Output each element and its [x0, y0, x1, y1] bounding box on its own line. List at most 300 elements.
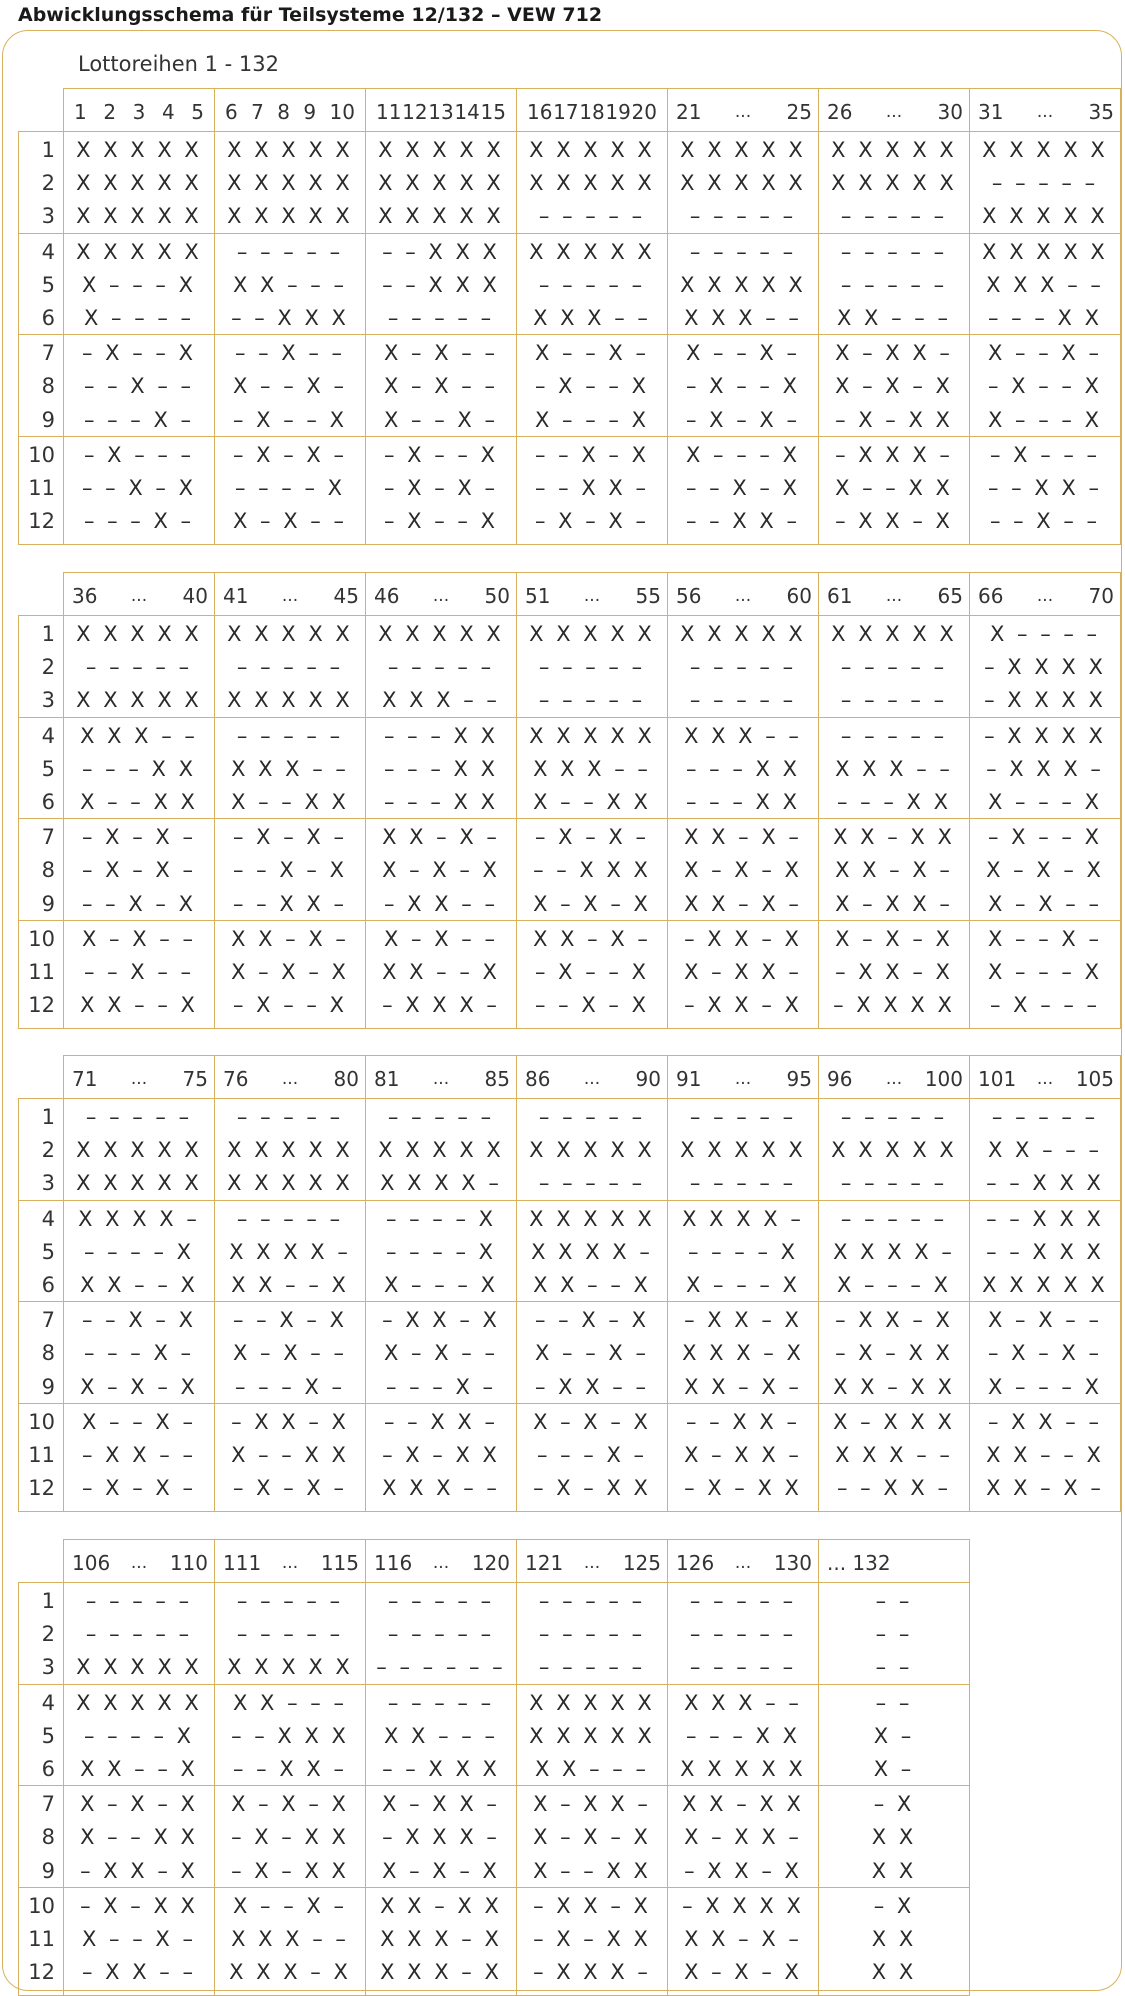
row-cell: – X – – –: [989, 442, 1101, 467]
header-ellipsis: ...: [734, 102, 752, 122]
column-header: [214, 1055, 366, 1099]
row-cell: – – – X –: [234, 1374, 346, 1399]
row-cell: X – X X –: [533, 1792, 651, 1817]
column-header: [63, 88, 215, 132]
header-number: 20: [631, 100, 657, 124]
row-cell: – – – – –: [840, 688, 948, 713]
header-range-start: 86: [525, 1067, 551, 1091]
row-cell: X X X X X: [76, 1171, 202, 1196]
row-cell: X – X – X: [684, 1960, 802, 1985]
column-header: [667, 88, 819, 132]
row-cell: – –: [875, 1690, 913, 1715]
row-cell: – – – X –: [536, 1443, 648, 1467]
data-column: [818, 1098, 970, 1512]
row-cell: – – X X –: [535, 476, 649, 500]
row-cell: – – – – –: [689, 1105, 797, 1129]
row-cell: X X – X –: [986, 1476, 1104, 1501]
row-number: 9: [41, 1374, 55, 1399]
row-cell: – X X – X: [231, 1409, 349, 1434]
header-range-start: 121: [525, 1551, 564, 1575]
column-header: [63, 1055, 215, 1099]
row-cell: X – – X X: [533, 1858, 651, 1883]
row-cell: X – X – –: [233, 1341, 347, 1366]
row-cell: – – – – –: [689, 204, 797, 229]
row-cell: – X X X –: [382, 1825, 500, 1850]
header-range-end: 115: [320, 1551, 359, 1575]
row-cell: X X X X X: [680, 1757, 806, 1781]
row-cell: – X – – –: [989, 993, 1101, 1018]
row-cell: X X X – X: [380, 1960, 502, 1985]
row-cell: X – – X –: [686, 341, 800, 366]
row-cell: – – – – –: [840, 1171, 948, 1196]
row-number: 5: [41, 272, 55, 297]
row-cell: X – X – –: [384, 341, 498, 366]
row-cell: – –: [875, 1655, 913, 1680]
row-group-separator: [18, 818, 1121, 819]
row-cell: – – – X –: [83, 509, 195, 534]
row-cell: X X – X X: [380, 1893, 502, 1918]
row-cell: X – – – X: [686, 1273, 800, 1297]
column-header: [818, 1055, 970, 1099]
row-cell: X X X X X: [529, 1206, 655, 1231]
header-ellipsis: ...: [130, 586, 148, 606]
header-range-end: 25: [786, 100, 812, 124]
header-range-start: 56: [676, 584, 702, 608]
row-cell: X – X – X: [382, 858, 500, 883]
header-number: 10: [329, 100, 355, 124]
row-number: 12: [28, 993, 55, 1018]
row-cell: X X X X X: [227, 204, 353, 229]
data-column: [63, 1098, 215, 1512]
row-cell: X – – – X: [384, 1273, 498, 1297]
row-cell: – – X – X: [535, 993, 649, 1018]
header-range-end: 55: [635, 584, 661, 608]
row-cell: X – X – –: [384, 1341, 498, 1366]
header-ellipsis: ...: [281, 1553, 299, 1573]
row-cell: X – – X –: [988, 926, 1102, 951]
row-cell: X – – X –: [233, 374, 347, 399]
row-cell: – – X X –: [988, 476, 1102, 500]
row-cell: – – – X –: [83, 407, 195, 432]
row-number: 11: [28, 1443, 55, 1467]
row-cell: X – X X X: [833, 1409, 955, 1434]
row-cell: – – – – –: [689, 1589, 797, 1613]
row-cell: – X X X –: [986, 756, 1104, 781]
row-cell: – – – – –: [387, 306, 495, 330]
data-column: [63, 131, 215, 545]
header-range-start: 81: [374, 1067, 400, 1091]
row-cell: X X X X X: [76, 1655, 202, 1680]
row-cell: – X: [873, 1893, 915, 1918]
row-cell: – – – – – –: [376, 1655, 506, 1680]
row-number: 9: [41, 407, 55, 432]
row-cell: X X X X X: [76, 138, 202, 162]
row-number: 3: [41, 204, 55, 229]
row-number: 2: [41, 171, 55, 196]
row-cell: X X X – X: [682, 1341, 804, 1366]
row-cell: X X X X X: [378, 138, 504, 162]
row-cell: – X X X –: [382, 993, 500, 1018]
header-range-start: 76: [223, 1067, 249, 1091]
header-ellipsis: ...: [583, 586, 601, 606]
header-range-start: 126: [676, 1551, 715, 1575]
header-range-start: 61: [827, 584, 853, 608]
row-cell: – – – – –: [538, 1105, 646, 1129]
row-cell: – – X X –: [233, 1757, 347, 1781]
row-cell: X – – – X: [837, 1273, 951, 1297]
row-cell: X X – X –: [835, 858, 953, 883]
row-cell: X – – – X: [686, 442, 800, 467]
header-range-start: 31: [978, 100, 1004, 124]
header-numbers: [74, 100, 204, 124]
row-number: 4: [41, 1206, 55, 1231]
row-cell: – – – – –: [840, 723, 948, 748]
row-cell: X – X – –: [233, 509, 347, 534]
row-cell: – – X X X: [382, 272, 500, 297]
row-cell: X X X X X: [982, 138, 1108, 162]
row-cell: – – – – –: [538, 688, 646, 713]
row-cell: – – – – –: [387, 1690, 495, 1715]
row-cell: X X X – –: [382, 1476, 500, 1501]
row-cell: X – – X –: [384, 407, 498, 432]
header-range-start: 51: [525, 584, 551, 608]
row-cell: X X – X –: [231, 926, 349, 951]
header-ellipsis: ...: [734, 1553, 752, 1573]
row-cell: – X – X X: [684, 1476, 802, 1501]
row-cell: – X – – X: [988, 825, 1102, 850]
row-cell: X – – X X: [80, 790, 198, 814]
row-cell: – X – X –: [686, 407, 800, 432]
row-cell: X X X X X: [529, 239, 655, 264]
row-cell: X X: [871, 1960, 917, 1985]
row-number-column: [18, 131, 64, 545]
row-cell: X – X – X: [231, 1792, 349, 1817]
column-header: [818, 572, 970, 616]
row-number-column: [18, 1582, 64, 1996]
row-cell: – – – – –: [85, 1622, 193, 1647]
row-cell: – X – – –: [83, 442, 195, 467]
row-cell: X – X – X: [684, 858, 802, 883]
row-number: 1: [41, 622, 55, 646]
column-header: [516, 572, 668, 616]
row-cell: X X – – –: [837, 306, 951, 330]
row-cell: – – – – –: [840, 1105, 948, 1129]
row-cell: – – – – –: [840, 272, 948, 297]
row-cell: X X X X X: [982, 239, 1108, 264]
row-cell: X – – – X: [82, 272, 196, 297]
row-group-separator: [18, 920, 1121, 921]
header-numbers: [376, 100, 506, 124]
row-cell: – – X X –: [233, 891, 347, 916]
row-cell: – X – – X: [233, 407, 347, 432]
row-cell: X – X – X: [533, 1409, 651, 1434]
row-cell: – X – X –: [82, 1476, 196, 1501]
row-number: 3: [41, 1655, 55, 1680]
row-cell: – – – – –: [538, 655, 646, 680]
row-cell: X X X X –: [380, 1171, 502, 1196]
row-cell: – X X – X: [684, 926, 802, 951]
row-cell: – X – X –: [233, 442, 347, 467]
row-cell: X – – X –: [82, 1927, 196, 1951]
data-column: [214, 131, 366, 545]
row-cell: X – – – X: [988, 407, 1102, 432]
row-cell: X X X X X: [529, 171, 655, 196]
header-range-end: 35: [1088, 100, 1114, 124]
row-cell: X X X – –: [684, 306, 802, 330]
row-cell: – – X – X: [233, 858, 347, 883]
column-header: [63, 572, 215, 616]
row-cell: X X – X X: [833, 1374, 955, 1399]
row-cell: X X X X X: [529, 138, 655, 162]
header-range-start: 111: [223, 1551, 262, 1575]
data-column: [667, 615, 819, 1029]
header-number: 14: [454, 100, 480, 124]
row-cell: – – – – –: [689, 239, 797, 264]
row-cell: – X X – –: [82, 1443, 196, 1467]
header-number: 3: [132, 100, 146, 124]
row-cell: – – – – –: [236, 723, 344, 748]
row-group-separator: [18, 1684, 970, 1685]
header-range-start: 71: [72, 1067, 98, 1091]
row-cell: X – – – –: [989, 622, 1101, 646]
row-cell: – – – – –: [236, 239, 344, 264]
row-cell: – X – X X: [835, 1341, 953, 1366]
header-range-end: 50: [484, 584, 510, 608]
row-cell: X – – X –: [988, 341, 1102, 366]
row-cell: X X X – –: [986, 272, 1104, 297]
row-cell: – – – – –: [538, 1589, 646, 1613]
row-cell: X X – X X: [833, 825, 955, 850]
header-number: 19: [605, 100, 631, 124]
row-cell: X X X X X: [680, 138, 806, 162]
data-column: [969, 131, 1121, 545]
data-column: [365, 615, 517, 1029]
row-cell: – X – X –: [384, 476, 498, 500]
row-cell: X – X – –: [384, 374, 498, 399]
column-header: [516, 1055, 668, 1099]
column-header: [516, 1539, 668, 1583]
data-column: [214, 1098, 366, 1512]
row-cell: – – – – –: [689, 1171, 797, 1196]
row-cell: X X – – X: [986, 1443, 1104, 1467]
row-cell: – – – – –: [689, 1622, 797, 1647]
row-cell: – – – – –: [689, 688, 797, 713]
row-cell: X X – X –: [533, 926, 651, 951]
row-cell: – X X – –: [384, 891, 498, 916]
column-header: [667, 572, 819, 616]
header-range-end: 125: [622, 1551, 661, 1575]
row-cell: – – – – –: [236, 1622, 344, 1647]
row-cell: – – – – –: [387, 1622, 495, 1647]
row-cell: – X – X X: [533, 1476, 651, 1501]
header-range: ... 132: [827, 1551, 891, 1575]
column-header: [365, 572, 517, 616]
header-number: 2: [103, 100, 117, 124]
row-cell: – X – X X: [835, 407, 953, 432]
row-cell: X –: [873, 1723, 915, 1748]
row-cell: – X X – X: [533, 1893, 651, 1918]
table-subtitle: Lottoreihen 1 - 132: [78, 52, 280, 76]
row-cell: – X X X X: [682, 1893, 804, 1918]
header-range-end: 130: [773, 1551, 812, 1575]
header-range-start: 106: [72, 1551, 111, 1575]
row-number: 12: [28, 509, 55, 534]
row-cell: X X X X X: [378, 171, 504, 196]
row-cell: X – X – X: [986, 858, 1104, 883]
header-range-start: 26: [827, 100, 853, 124]
data-column: [516, 615, 668, 1029]
row-cell: X X X X X: [76, 1138, 202, 1163]
row-cell: X X – – –: [988, 1138, 1102, 1163]
header-range-start: 116: [374, 1551, 413, 1575]
row-cell: X – X – X: [533, 891, 651, 916]
row-cell: X X X X X: [227, 171, 353, 196]
row-cell: X X X X X: [76, 204, 202, 229]
row-group-separator: [18, 436, 1121, 437]
data-column: [214, 615, 366, 1029]
header-ellipsis: ...: [583, 1069, 601, 1089]
row-cell: X X: [871, 1927, 917, 1951]
row-cell: – X – X –: [535, 825, 649, 850]
row-cell: X X X – –: [231, 756, 349, 781]
row-cell: – – – – –: [236, 655, 344, 680]
row-number: 7: [41, 825, 55, 850]
header-range-start: 96: [827, 1067, 853, 1091]
data-column: [818, 131, 970, 545]
header-ellipsis: ...: [1036, 1069, 1054, 1089]
row-cell: – X X X X: [984, 723, 1106, 748]
row-cell: – – X – –: [234, 341, 346, 366]
row-cell: – X – X X: [80, 1893, 198, 1918]
row-cell: X – X – X: [80, 1792, 198, 1817]
row-cell: X – X – X: [835, 926, 953, 951]
row-cell: – – – X X: [82, 756, 196, 781]
row-cell: – X – X –: [535, 509, 649, 534]
header-number: 6: [225, 100, 238, 124]
row-cell: X – X – X: [80, 1374, 198, 1399]
header-ellipsis: ...: [734, 1069, 752, 1089]
row-cell: X X – – X: [80, 1273, 198, 1297]
row-cell: X X – – X: [80, 1757, 198, 1781]
row-cell: X X X – –: [382, 688, 500, 713]
row-cell: X X X – –: [80, 723, 198, 748]
header-ellipsis: ...: [1036, 102, 1054, 122]
data-column: [969, 615, 1121, 1029]
row-cell: X X X – X: [229, 1960, 351, 1985]
row-cell: – – – X X: [837, 790, 951, 814]
row-group-separator: [18, 717, 1121, 718]
row-cell: – – – – –: [689, 1655, 797, 1680]
row-cell: – – X X –: [837, 1476, 951, 1501]
header-range-end: 60: [786, 584, 812, 608]
row-cell: X – X X –: [684, 960, 802, 984]
data-column: [818, 615, 970, 1029]
header-range-end: 65: [937, 584, 963, 608]
row-cell: – X X – X: [382, 1308, 500, 1333]
row-cell: – – X X –: [686, 509, 800, 534]
row-cell: X X X X X: [76, 171, 202, 196]
row-number: 11: [28, 960, 55, 984]
row-cell: X X X – –: [533, 306, 651, 330]
header-ellipsis: ...: [1036, 586, 1054, 606]
row-cell: – X X X X: [984, 688, 1106, 713]
row-cell: X – X – –: [988, 1308, 1102, 1333]
row-cell: – – X X X: [986, 1206, 1104, 1231]
row-cell: – – – X X: [988, 306, 1102, 330]
row-cell: – – – – –: [85, 1589, 193, 1613]
row-group-separator: [18, 1887, 970, 1888]
row-number: 10: [28, 442, 55, 467]
row-cell: – X X X –: [835, 442, 953, 467]
row-cell: – – X – –: [83, 960, 195, 984]
column-header: [214, 572, 366, 616]
row-cell: – X X – X: [835, 960, 953, 984]
row-number: 6: [41, 1273, 55, 1297]
header-number: 5: [191, 100, 204, 124]
row-cell: X X X X X: [76, 622, 202, 646]
row-cell: – – – – –: [387, 655, 495, 680]
row-cell: X – – X –: [233, 1893, 347, 1918]
table-block: [18, 88, 1121, 545]
row-cell: – – – – –: [840, 239, 948, 264]
row-cell: X X X X –: [833, 1239, 955, 1264]
row-number: 8: [41, 1825, 55, 1850]
header-ellipsis: ...: [432, 586, 450, 606]
header-range-end: 40: [182, 584, 208, 608]
header-range-end: 95: [786, 1067, 812, 1091]
row-cell: – – – – –: [689, 655, 797, 680]
row-cell: – – X – X: [686, 476, 800, 500]
row-cell: X – – – X: [988, 790, 1102, 814]
header-range-end: 30: [937, 100, 963, 124]
header-number: 13: [428, 100, 454, 124]
row-number: 10: [28, 1409, 55, 1434]
row-cell: X – – – X: [988, 960, 1102, 984]
data-column: [214, 1582, 366, 1996]
data-column: [516, 1582, 668, 1996]
row-cell: – – X – X: [82, 1308, 196, 1333]
row-cell: X X X X X: [831, 622, 957, 646]
header-ellipsis: ...: [130, 1553, 148, 1573]
row-cell: X –: [873, 1757, 915, 1781]
column-header: [63, 1539, 215, 1583]
row-cell: X X – – X: [533, 1273, 651, 1297]
row-cell: X X – X –: [382, 825, 500, 850]
row-cell: – X – – X: [384, 509, 498, 534]
row-cell: X X – – –: [233, 272, 347, 297]
row-number: 5: [41, 1239, 55, 1264]
row-cell: X X X X X: [831, 1138, 957, 1163]
row-number: 5: [41, 756, 55, 781]
row-group-separator: [18, 334, 1121, 335]
row-number: 7: [41, 341, 55, 366]
row-cell: X X X X X: [529, 1690, 655, 1715]
row-cell: X X – X X: [682, 1792, 804, 1817]
row-cell: – X – – X: [384, 442, 498, 467]
row-number: 4: [41, 239, 55, 264]
row-cell: X – X – X: [835, 374, 953, 399]
row-number: 2: [41, 1138, 55, 1163]
row-cell: – X – – X: [535, 374, 649, 399]
row-cell: X – X – X: [382, 1858, 500, 1883]
data-column: [365, 1582, 517, 1996]
row-cell: – – – – –: [538, 204, 646, 229]
header-range-start: 46: [374, 584, 400, 608]
header-number: 17: [553, 100, 579, 124]
row-cell: – – – – –: [85, 655, 193, 680]
row-group-separator: [18, 1403, 1121, 1404]
row-cell: – X – X –: [82, 825, 196, 850]
